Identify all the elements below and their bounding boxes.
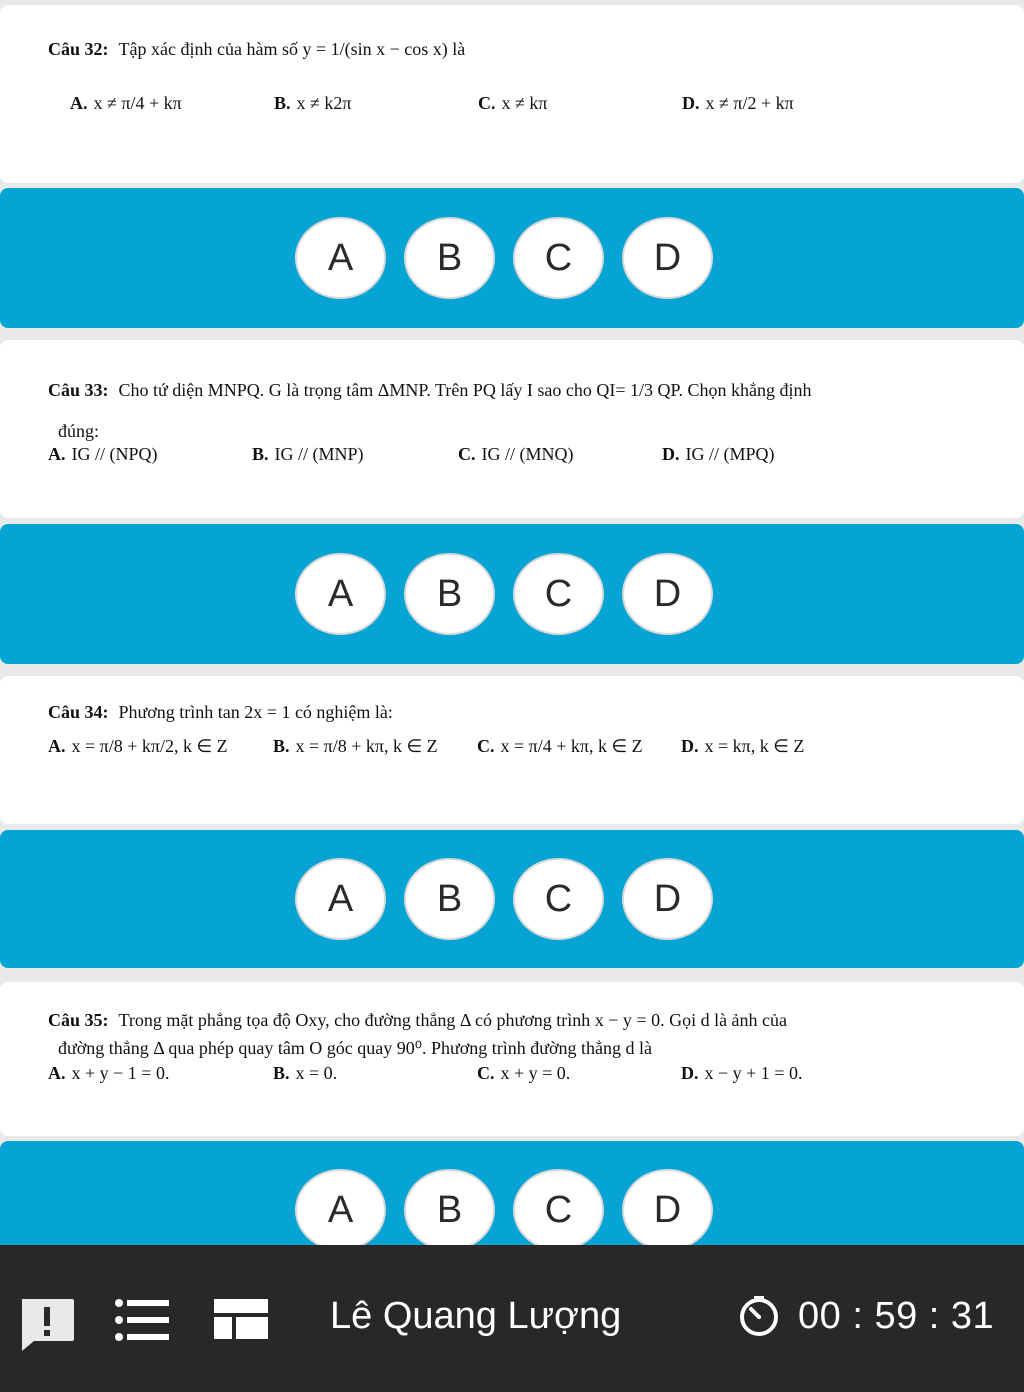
option-d: D. x = kπ, k ∈ Z <box>681 736 805 756</box>
answer-a-button[interactable]: A <box>295 553 386 635</box>
question-text: Câu 32: Tập xác định của hàm số y = 1/(sin x − cos x) là <box>48 39 466 59</box>
question-continuation: đúng: <box>58 421 100 441</box>
question-card-33 <box>0 340 1024 518</box>
options-row <box>48 1063 984 1084</box>
answer-b-button[interactable]: B <box>404 1169 495 1251</box>
answer-a-button[interactable]: A <box>295 1169 386 1251</box>
exclamation-bubble-icon[interactable] <box>18 1297 76 1358</box>
option-d: D. IG // (MPQ) <box>662 444 775 464</box>
option-b: B. x = 0. <box>273 1063 338 1083</box>
option-b: B. IG // (MNP) <box>252 444 364 464</box>
option-a: A. x + y − 1 = 0. <box>48 1063 170 1083</box>
layout-icon[interactable] <box>214 1299 268 1344</box>
answer-a-button[interactable]: A <box>295 858 386 940</box>
option-a: A. x = π/8 + kπ/2, k ∈ Z <box>48 736 228 756</box>
option-b: B. x = π/8 + kπ, k ∈ Z <box>273 736 438 756</box>
answer-band-33 <box>0 524 1024 664</box>
answer-c-button[interactable]: C <box>513 217 604 299</box>
answer-d-button[interactable]: D <box>622 553 713 635</box>
option-c: C. x + y = 0. <box>477 1063 571 1083</box>
answer-d-button[interactable]: D <box>622 858 713 940</box>
answer-band-34 <box>0 830 1024 968</box>
student-name: Lê Quang Lượng <box>330 1295 622 1337</box>
question-text: Câu 34: Phương trình tan 2x = 1 có nghiệm là: <box>48 702 393 722</box>
countdown-timer: 00 : 59 : 31 <box>798 1295 995 1337</box>
answer-d-button[interactable]: D <box>622 217 713 299</box>
option-c: C. IG // (MNQ) <box>458 444 574 464</box>
list-icon[interactable] <box>115 1299 169 1346</box>
question-text: Câu 33: Cho tứ diện MNPQ. G là trọng tâm ΔMNP. Trên PQ lấy I sao cho QI= 1/3 QP. Chọn khẳng định <box>48 380 812 400</box>
bottom-bar <box>0 1245 1024 1392</box>
question-card-32 <box>0 5 1024 183</box>
option-c: C. x ≠ kπ <box>478 93 548 113</box>
answer-b-button[interactable]: B <box>404 858 495 940</box>
question-text: Câu 35: Trong mặt phẳng tọa độ Oxy, cho đường thẳng Δ có phương trình x − y = 0. Gọi d là ảnh của <box>48 1010 788 1030</box>
options-row <box>70 93 984 114</box>
question-card-34 <box>0 676 1024 824</box>
option-c: C. x = π/4 + kπ, k ∈ Z <box>477 736 643 756</box>
answer-a-button[interactable]: A <box>295 217 386 299</box>
option-d: D. x ≠ π/2 + kπ <box>682 93 794 113</box>
answer-c-button[interactable]: C <box>513 1169 604 1251</box>
answer-b-button[interactable]: B <box>404 553 495 635</box>
answer-d-button[interactable]: D <box>622 1169 713 1251</box>
answer-b-button[interactable]: B <box>404 217 495 299</box>
question-continuation: đường thẳng Δ qua phép quay tâm O góc quay 90⁰. Phương trình đường thẳng d là <box>58 1038 653 1058</box>
option-a: A. x ≠ π/4 + kπ <box>70 93 182 113</box>
stopwatch-icon <box>738 1295 780 1337</box>
question-card-35 <box>0 982 1024 1136</box>
options-row <box>48 736 984 757</box>
answer-c-button[interactable]: C <box>513 858 604 940</box>
options-row <box>48 444 984 465</box>
answer-band-32 <box>0 188 1024 328</box>
option-b: B. x ≠ k2π <box>274 93 352 113</box>
answer-c-button[interactable]: C <box>513 553 604 635</box>
option-a: A. IG // (NPQ) <box>48 444 158 464</box>
option-d: D. x − y + 1 = 0. <box>681 1063 803 1083</box>
